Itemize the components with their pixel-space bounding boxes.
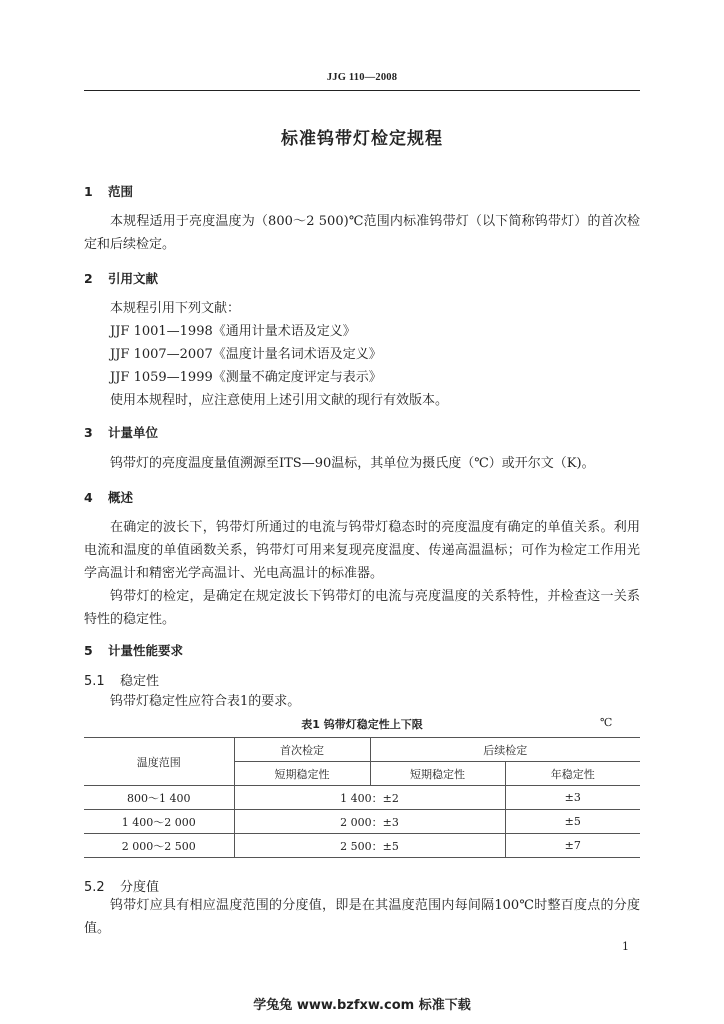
section-title: 概述 xyxy=(108,490,134,505)
section-5-heading xyxy=(84,641,183,659)
subsection-number: 5.2 xyxy=(84,880,105,895)
header-temperature-range: 温度范围 xyxy=(84,738,234,786)
reference-intro: 本规程引用下列文献： xyxy=(110,301,241,316)
subsection-5-1-paragraph: 钨带灯稳定性应符合表1的要求。 xyxy=(110,694,301,709)
table-row xyxy=(84,834,640,858)
subsection-5-2-heading xyxy=(84,876,159,895)
subsection-5-1-heading xyxy=(84,670,159,689)
cell-range: 800～1 400 xyxy=(84,786,234,810)
document-title: 标准钨带灯检定规程 xyxy=(281,129,443,149)
subsection-title: 分度值 xyxy=(120,880,160,895)
cell-annual: ±7 xyxy=(505,834,640,858)
stability-table xyxy=(84,737,640,858)
section-number: 3 xyxy=(84,425,93,440)
section-3-paragraph: 钨带灯的亮度温度量值溯源至ITS—90温标，其单位为摄氏度（℃）或开尔文（K)。 xyxy=(110,456,595,471)
section-3-heading xyxy=(84,423,158,441)
table-unit: ℃ xyxy=(600,716,613,729)
header-short-term-subsequent: 短期稳定性 xyxy=(370,762,505,786)
section-4-paragraph-2: 钨带灯的检定，是确定在规定波长下钨带灯的电流与亮度温度的关系特性，并检查这一关系特性的稳定性。 xyxy=(84,589,640,627)
reference-item: JJF 1007—2007《温度计量名词术语及定义》 xyxy=(110,347,382,362)
section-number: 1 xyxy=(84,184,93,199)
cell-range: 2 000～2 500 xyxy=(84,834,234,858)
subsection-number: 5.1 xyxy=(84,674,105,689)
section-title: 引用文献 xyxy=(108,271,159,286)
standard-code: JJG 110—2008 xyxy=(326,72,398,83)
cell-annual: ±5 xyxy=(505,810,640,834)
page-number: 1 xyxy=(622,940,629,953)
table-caption: 表1 钨带灯稳定性上下限 xyxy=(301,718,423,731)
subsection-title: 稳定性 xyxy=(120,674,160,689)
cell-short-term: 1 400：±2 xyxy=(234,786,505,810)
section-2-heading xyxy=(84,269,158,287)
table-header-row xyxy=(84,738,640,762)
section-title: 范围 xyxy=(108,184,134,199)
subsection-5-2-paragraph: 钨带灯应具有相应温度范围的分度值，即是在其温度范围内每间隔100℃时整百度点的分度值。 xyxy=(84,898,640,936)
header-annual-stability: 年稳定性 xyxy=(505,762,640,786)
section-number: 5 xyxy=(84,643,93,658)
section-4-heading xyxy=(84,488,133,506)
table-row xyxy=(84,810,640,834)
header-rule xyxy=(84,90,640,91)
cell-short-term: 2 000：±3 xyxy=(234,810,505,834)
header-first-verification: 首次检定 xyxy=(234,738,370,762)
reference-item: JJF 1001—1998《通用计量术语及定义》 xyxy=(110,324,356,339)
table-row xyxy=(84,786,640,810)
header-short-term-first: 短期稳定性 xyxy=(234,762,370,786)
section-title: 计量性能要求 xyxy=(108,643,184,658)
cell-range: 1 400～2 000 xyxy=(84,810,234,834)
cell-annual: ±3 xyxy=(505,786,640,810)
section-number: 2 xyxy=(84,271,93,286)
watermark-footer: 学兔兔 www.bzfxw.com 标准下载 xyxy=(253,998,471,1013)
section-1-heading xyxy=(84,182,133,200)
cell-short-term: 2 500：±5 xyxy=(234,834,505,858)
section-title: 计量单位 xyxy=(108,425,159,440)
reference-note: 使用本规程时，应注意使用上述引用文献的现行有效版本。 xyxy=(110,393,449,408)
section-4-paragraph-1: 在确定的波长下，钨带灯所通过的电流与钨带灯稳态时的亮度温度有确定的单值关系。利用电流和温度的单值函数关系，钨带灯可用来复现亮度温度、传递高温温标；可作为检定工作用光学高温计和精密光学高温计、光电高温计的标准器。 xyxy=(84,520,640,581)
section-number: 4 xyxy=(84,490,93,505)
reference-item: JJF 1059—1999《测量不确定度评定与表示》 xyxy=(110,370,382,385)
section-1-paragraph: 本规程适用于亮度温度为（800～2 500)℃范围内标准钨带灯（以下简称钨带灯）的首次检定和后续检定。 xyxy=(84,214,640,252)
header-subsequent-verification: 后续检定 xyxy=(370,738,640,762)
